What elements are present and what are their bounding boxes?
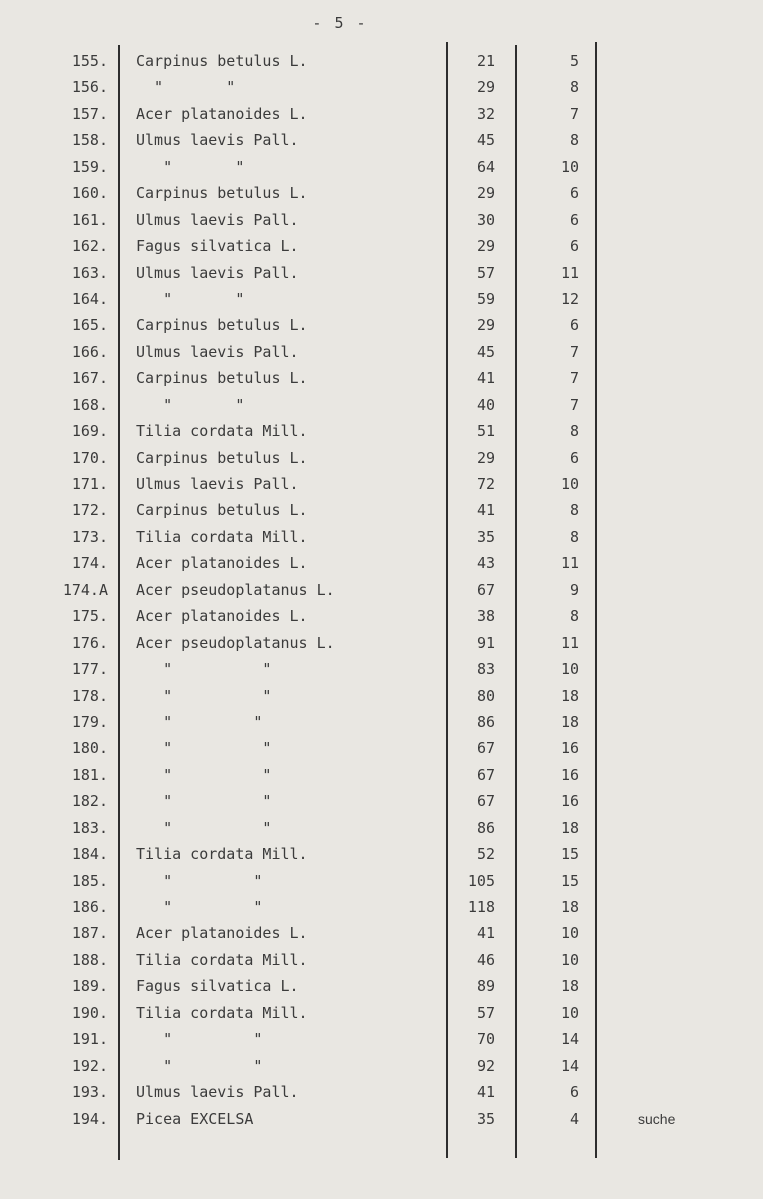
table-row xyxy=(0,1053,763,1079)
row-number: 155. xyxy=(71,52,108,70)
table-row xyxy=(0,339,763,365)
species-name: Tilia cordata Mill. xyxy=(136,950,308,969)
species-name: Picea EXCELSA xyxy=(136,1109,254,1128)
value-column-2: 18 xyxy=(560,686,579,705)
value-column-2: 7 xyxy=(569,395,579,414)
row-number: 167. xyxy=(71,369,108,388)
row-note: suche xyxy=(638,1110,676,1127)
table-row xyxy=(0,418,763,444)
species-name: Acer pseudoplatanus L. xyxy=(136,580,335,599)
page-number: - 5 - xyxy=(312,14,368,32)
value-column-1: 52 xyxy=(476,845,495,864)
table-row xyxy=(0,74,763,100)
table-row xyxy=(0,286,763,312)
value-column-2: 8 xyxy=(569,422,579,441)
table-row xyxy=(0,683,763,709)
value-column-1: 30 xyxy=(476,210,495,229)
row-number: 164. xyxy=(71,289,108,308)
value-column-2: 8 xyxy=(569,607,579,626)
row-number: 169. xyxy=(71,422,108,441)
value-column-1: 38 xyxy=(476,607,495,626)
value-column-2: 18 xyxy=(560,818,579,837)
species-name: Ulmus laevis Pall. xyxy=(136,131,299,150)
row-number: 158. xyxy=(71,131,108,150)
species-name: " " xyxy=(136,289,245,308)
row-number: 185. xyxy=(71,871,108,890)
row-number: 163. xyxy=(71,263,108,282)
row-number: 159. xyxy=(71,157,108,176)
species-name: Tilia cordata Mill. xyxy=(136,527,308,546)
value-column-1: 57 xyxy=(476,263,495,282)
species-name: Tilia cordata Mill. xyxy=(136,845,308,864)
value-column-2: 11 xyxy=(560,633,579,652)
value-column-1: 92 xyxy=(476,1056,495,1075)
species-name: Ulmus laevis Pall. xyxy=(136,210,299,229)
value-column-1: 21 xyxy=(476,52,495,70)
value-column-2: 18 xyxy=(560,712,579,731)
value-column-2: 10 xyxy=(560,660,579,679)
table-row xyxy=(0,207,763,233)
value-column-1: 72 xyxy=(476,475,495,493)
value-column-2: 7 xyxy=(569,369,579,388)
table-row xyxy=(0,894,763,920)
table-row xyxy=(0,392,763,418)
row-number: 165. xyxy=(71,316,108,335)
value-column-1: 41 xyxy=(476,501,495,520)
table-row xyxy=(0,445,763,471)
value-column-1: 46 xyxy=(476,950,495,969)
row-number: 188. xyxy=(71,950,108,969)
value-column-1: 41 xyxy=(476,1083,495,1102)
species-name: Ulmus laevis Pall. xyxy=(136,475,299,493)
row-number: 178. xyxy=(71,686,108,705)
table-row xyxy=(0,365,763,391)
value-column-2: 11 xyxy=(560,554,579,573)
value-column-2: 6 xyxy=(569,316,579,335)
value-column-2: 9 xyxy=(569,580,579,599)
table-row xyxy=(0,471,763,497)
row-number: 166. xyxy=(71,342,108,361)
row-number: 177. xyxy=(71,660,108,679)
row-number: 168. xyxy=(71,395,108,414)
value-column-2: 10 xyxy=(560,1003,579,1022)
value-column-2: 5 xyxy=(569,52,579,70)
row-number: 193. xyxy=(71,1083,108,1102)
row-number: 191. xyxy=(71,1030,108,1049)
table-row xyxy=(0,1026,763,1052)
row-number: 162. xyxy=(71,237,108,256)
value-column-2: 6 xyxy=(569,210,579,229)
table-row xyxy=(0,233,763,259)
value-column-1: 86 xyxy=(476,818,495,837)
row-number: 175. xyxy=(71,607,108,626)
value-column-1: 41 xyxy=(476,924,495,943)
species-name: Ulmus laevis Pall. xyxy=(136,1083,299,1102)
row-number: 190. xyxy=(71,1003,108,1022)
row-number: 174.A xyxy=(62,580,108,599)
table-row xyxy=(0,577,763,603)
value-column-2: 7 xyxy=(569,342,579,361)
row-number: 172. xyxy=(71,501,108,520)
value-column-1: 43 xyxy=(476,554,495,573)
value-column-1: 59 xyxy=(476,289,495,308)
species-name: " " xyxy=(136,898,263,916)
table-row xyxy=(0,1000,763,1026)
value-column-2: 11 xyxy=(560,263,579,282)
table-row xyxy=(0,1106,763,1132)
table-row xyxy=(0,603,763,629)
row-number: 157. xyxy=(71,104,108,123)
table-row xyxy=(0,48,763,74)
value-column-2: 10 xyxy=(560,157,579,176)
value-column-1: 45 xyxy=(476,131,495,150)
table-row xyxy=(0,841,763,867)
value-column-2: 6 xyxy=(569,237,579,256)
table-row xyxy=(0,868,763,894)
table-row xyxy=(0,312,763,338)
species-name: Carpinus betulus L. xyxy=(136,369,308,388)
value-column-1: 64 xyxy=(476,157,495,176)
species-name: Carpinus betulus L. xyxy=(136,316,308,335)
table-row xyxy=(0,762,763,788)
row-number: 180. xyxy=(71,739,108,758)
row-number: 161. xyxy=(71,210,108,229)
value-column-1: 32 xyxy=(476,104,495,123)
species-name: " " xyxy=(136,792,272,811)
value-column-2: 6 xyxy=(569,448,579,467)
row-number: 174. xyxy=(71,554,108,573)
table-row xyxy=(0,947,763,973)
table-row xyxy=(0,127,763,153)
row-number: 187. xyxy=(71,924,108,943)
row-number: 170. xyxy=(71,448,108,467)
row-number: 176. xyxy=(71,633,108,652)
species-name: " " xyxy=(136,818,272,837)
value-column-1: 57 xyxy=(476,1003,495,1022)
value-column-2: 16 xyxy=(560,765,579,784)
table-row xyxy=(0,101,763,127)
species-name: " " xyxy=(136,157,245,176)
row-number: 194. xyxy=(71,1109,108,1128)
value-column-2: 18 xyxy=(560,977,579,996)
value-column-2: 8 xyxy=(569,527,579,546)
value-column-1: 67 xyxy=(476,580,495,599)
value-column-2: 7 xyxy=(569,104,579,123)
row-number: 183. xyxy=(71,818,108,837)
row-number: 171. xyxy=(71,475,108,493)
value-column-1: 45 xyxy=(476,342,495,361)
species-name: Carpinus betulus L. xyxy=(136,184,308,203)
species-name: " " xyxy=(136,739,272,758)
species-name: Acer platanoides L. xyxy=(136,607,308,626)
species-name: " " xyxy=(136,78,236,97)
table-row xyxy=(0,788,763,814)
value-column-1: 35 xyxy=(476,1109,495,1128)
species-name: " " xyxy=(136,712,263,731)
row-number: 192. xyxy=(71,1056,108,1075)
row-number: 173. xyxy=(71,527,108,546)
table-row xyxy=(0,735,763,761)
value-column-1: 67 xyxy=(476,792,495,811)
table-row xyxy=(0,524,763,550)
species-name: " " xyxy=(136,686,272,705)
species-name: " " xyxy=(136,660,272,679)
value-column-1: 67 xyxy=(476,739,495,758)
value-column-2: 10 xyxy=(560,924,579,943)
tree-list xyxy=(0,48,763,1132)
value-column-2: 18 xyxy=(560,898,579,916)
species-name: Carpinus betulus L. xyxy=(136,448,308,467)
value-column-1: 29 xyxy=(476,316,495,335)
row-number: 181. xyxy=(71,765,108,784)
table-row xyxy=(0,550,763,576)
species-name: Ulmus laevis Pall. xyxy=(136,342,299,361)
value-column-2: 16 xyxy=(560,792,579,811)
row-number: 160. xyxy=(71,184,108,203)
value-column-1: 91 xyxy=(476,633,495,652)
species-name: " " xyxy=(136,1030,263,1049)
value-column-1: 29 xyxy=(476,448,495,467)
species-name: Carpinus betulus L. xyxy=(136,501,308,520)
table-row xyxy=(0,656,763,682)
table-row xyxy=(0,815,763,841)
value-column-2: 12 xyxy=(560,289,579,308)
value-column-2: 15 xyxy=(560,845,579,864)
species-name: Acer platanoides L. xyxy=(136,924,308,943)
value-column-1: 40 xyxy=(476,395,495,414)
table-row xyxy=(0,920,763,946)
species-name: " " xyxy=(136,1056,263,1075)
row-number: 179. xyxy=(71,712,108,731)
value-column-1: 29 xyxy=(476,237,495,256)
species-name: Acer platanoides L. xyxy=(136,554,308,573)
value-column-1: 35 xyxy=(476,527,495,546)
value-column-2: 15 xyxy=(560,871,579,890)
table-row xyxy=(0,180,763,206)
value-column-2: 8 xyxy=(569,78,579,97)
value-column-1: 89 xyxy=(476,977,495,996)
value-column-1: 80 xyxy=(476,686,495,705)
value-column-2: 14 xyxy=(560,1030,579,1049)
species-name: Fagus silvatica L. xyxy=(136,237,299,256)
species-name: Tilia cordata Mill. xyxy=(136,1003,308,1022)
species-name: " " xyxy=(136,871,263,890)
value-column-2: 16 xyxy=(560,739,579,758)
value-column-2: 14 xyxy=(560,1056,579,1075)
value-column-2: 8 xyxy=(569,131,579,150)
value-column-2: 10 xyxy=(560,950,579,969)
row-number: 156. xyxy=(71,78,108,97)
table-row xyxy=(0,709,763,735)
table-row xyxy=(0,154,763,180)
species-name: " " xyxy=(136,765,272,784)
row-number: 189. xyxy=(71,977,108,996)
table-row xyxy=(0,497,763,523)
value-column-2: 6 xyxy=(569,184,579,203)
value-column-2: 10 xyxy=(560,475,579,493)
value-column-1: 67 xyxy=(476,765,495,784)
value-column-1: 105 xyxy=(467,871,495,890)
value-column-1: 51 xyxy=(476,422,495,441)
species-name: Acer platanoides L. xyxy=(136,104,308,123)
table-row xyxy=(0,1079,763,1105)
row-number: 186. xyxy=(71,898,108,916)
value-column-1: 70 xyxy=(476,1030,495,1049)
value-column-2: 8 xyxy=(569,501,579,520)
row-number: 182. xyxy=(71,792,108,811)
value-column-1: 118 xyxy=(467,898,495,916)
table-row xyxy=(0,260,763,286)
table-row xyxy=(0,973,763,999)
species-name: " " xyxy=(136,395,245,414)
value-column-1: 29 xyxy=(476,78,495,97)
value-column-1: 86 xyxy=(476,712,495,731)
value-column-1: 41 xyxy=(476,369,495,388)
species-name: Ulmus laevis Pall. xyxy=(136,263,299,282)
row-number: 184. xyxy=(71,845,108,864)
value-column-2: 6 xyxy=(569,1083,579,1102)
table-row xyxy=(0,630,763,656)
value-column-2: 4 xyxy=(569,1109,579,1128)
value-column-1: 29 xyxy=(476,184,495,203)
species-name: Carpinus betulus L. xyxy=(136,52,308,70)
species-name: Acer pseudoplatanus L. xyxy=(136,633,335,652)
value-column-1: 83 xyxy=(476,660,495,679)
species-name: Fagus silvatica L. xyxy=(136,977,299,996)
species-name: Tilia cordata Mill. xyxy=(136,422,308,441)
